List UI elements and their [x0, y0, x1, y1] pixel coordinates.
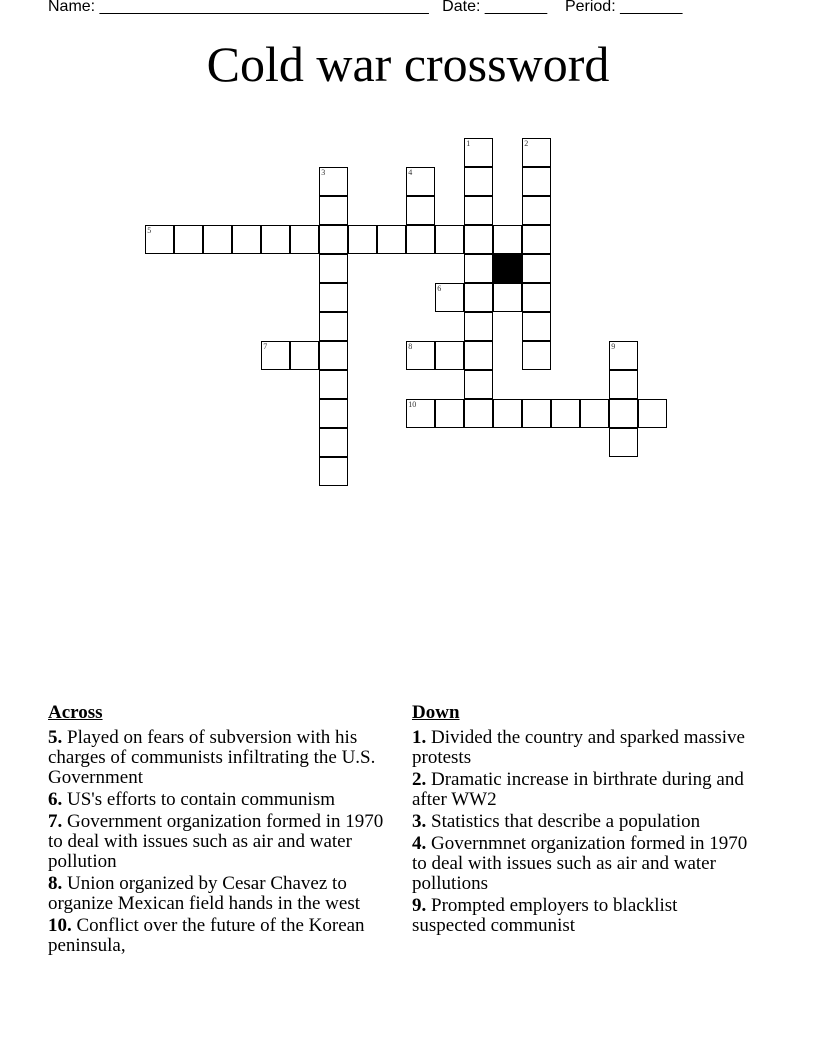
- grid-cell[interactable]: [435, 399, 464, 428]
- grid-cell[interactable]: [377, 225, 406, 254]
- clue-number: 2.: [412, 769, 427, 790]
- date-blank[interactable]: _______: [484, 0, 548, 15]
- clue-text: Dramatic increase in birthrate during and after WW2: [412, 769, 744, 810]
- grid-cell[interactable]: [609, 399, 638, 428]
- clue-number: 7.: [48, 811, 63, 832]
- cell-number: 1: [466, 139, 471, 149]
- clue-number: 10.: [48, 915, 72, 936]
- clue-text: Union organized by Cesar Chavez to organize Mexican field hands in the west: [48, 873, 360, 914]
- clue-text: US's efforts to contain communism: [62, 789, 335, 810]
- grid-cell[interactable]: [609, 428, 638, 457]
- name-blank[interactable]: _____________________________________: [99, 0, 429, 15]
- grid-cell[interactable]: [551, 399, 580, 428]
- clue-down-4: [412, 834, 752, 894]
- cell-number: 7: [263, 342, 268, 352]
- grid-cell[interactable]: [203, 225, 232, 254]
- grid-cell[interactable]: [319, 341, 348, 370]
- black-cell: [493, 254, 522, 283]
- clue-text: Statistics that describe a population: [426, 811, 701, 832]
- cell-number: 6: [437, 284, 442, 294]
- grid-cell[interactable]: [464, 399, 493, 428]
- name-label: Name:: [48, 0, 96, 15]
- grid-cell[interactable]: [493, 399, 522, 428]
- page-title: Cold war crossword: [206, 36, 610, 92]
- grid-cell[interactable]: [435, 341, 464, 370]
- grid-cell[interactable]: [174, 225, 203, 254]
- grid-cell[interactable]: [638, 399, 667, 428]
- clue-down-3: [412, 812, 752, 832]
- grid-cell[interactable]: [319, 312, 348, 341]
- clue-number: 5.: [48, 727, 63, 748]
- grid-cell[interactable]: [319, 225, 348, 254]
- clue-text: Governmnet organization formed in 1970 to deal with issues such as air and water pollutions: [412, 833, 748, 894]
- clue-text: Divided the country and sparked massive protests: [412, 727, 745, 768]
- date-label: Date:: [442, 0, 481, 15]
- across-clues: [48, 702, 398, 958]
- clue-across-5: [48, 728, 398, 788]
- clue-number: 9.: [412, 895, 427, 916]
- grid-cell[interactable]: [406, 225, 435, 254]
- grid-cell[interactable]: [232, 225, 261, 254]
- grid-cell[interactable]: [464, 225, 493, 254]
- grid-cell[interactable]: [522, 341, 551, 370]
- clue-text: Conflict over the future of the Korean peninsula,: [48, 915, 365, 956]
- grid-cell[interactable]: [464, 283, 493, 312]
- cell-number: 3: [321, 168, 326, 178]
- clue-across-6: [48, 790, 398, 810]
- clue-number: 3.: [412, 811, 427, 832]
- grid-cell[interactable]: [580, 399, 609, 428]
- clue-down-9: [412, 896, 752, 936]
- grid-cell[interactable]: [464, 312, 493, 341]
- grid-cell[interactable]: [464, 341, 493, 370]
- grid-cell[interactable]: [464, 196, 493, 225]
- grid-cell[interactable]: [522, 138, 551, 167]
- cell-number: 9: [611, 342, 616, 352]
- clue-number: 6.: [48, 789, 63, 810]
- grid-cell[interactable]: [464, 167, 493, 196]
- grid-cell[interactable]: [406, 341, 435, 370]
- cell-number: 2: [524, 139, 529, 149]
- clue-number: 8.: [48, 873, 63, 894]
- clue-across-7: [48, 812, 398, 872]
- grid-cell[interactable]: [522, 312, 551, 341]
- grid-cell[interactable]: [145, 225, 174, 254]
- clue-text: Prompted employers to blacklist suspected communist: [412, 895, 678, 936]
- period-label: Period:: [564, 0, 616, 15]
- grid-cell[interactable]: [319, 457, 348, 486]
- crossword-grid: [146, 139, 668, 487]
- period-blank[interactable]: _______: [620, 0, 683, 15]
- grid-cell[interactable]: [522, 254, 551, 283]
- grid-cell[interactable]: [464, 138, 493, 167]
- clue-text: Government organization formed in 1970 to deal with issues such as air and water pollution: [48, 811, 384, 872]
- grid-cell[interactable]: [406, 399, 435, 428]
- grid-cell[interactable]: [435, 225, 464, 254]
- grid-cell[interactable]: [290, 225, 319, 254]
- grid-cell[interactable]: [493, 283, 522, 312]
- grid-cell[interactable]: [319, 196, 348, 225]
- cell-number: 4: [408, 168, 413, 178]
- grid-cell[interactable]: [435, 283, 464, 312]
- grid-cell[interactable]: [464, 254, 493, 283]
- cell-number: 8: [408, 342, 413, 352]
- grid-cell[interactable]: [261, 341, 290, 370]
- down-clues: [412, 702, 752, 938]
- grid-cell[interactable]: [319, 370, 348, 399]
- clue-number: 4.: [412, 833, 427, 854]
- grid-cell[interactable]: [406, 196, 435, 225]
- grid-cell[interactable]: [319, 254, 348, 283]
- grid-cell[interactable]: [522, 225, 551, 254]
- grid-cell[interactable]: [319, 167, 348, 196]
- across-heading: Across: [48, 702, 103, 723]
- grid-cell[interactable]: [522, 196, 551, 225]
- clue-down-1: [412, 728, 752, 768]
- cell-number: 10: [408, 400, 417, 410]
- clue-across-10: [48, 916, 398, 956]
- down-heading: Down: [412, 702, 460, 723]
- grid-cell[interactable]: [406, 167, 435, 196]
- clue-down-2: [412, 770, 752, 810]
- cell-number: 5: [147, 226, 152, 236]
- grid-cell[interactable]: [522, 399, 551, 428]
- grid-cell[interactable]: [319, 399, 348, 428]
- header-fields: [48, 0, 682, 16]
- grid-cell[interactable]: [290, 341, 319, 370]
- clue-number: 1.: [412, 727, 427, 748]
- grid-cell[interactable]: [493, 225, 522, 254]
- grid-cell[interactable]: [319, 428, 348, 457]
- grid-cell[interactable]: [609, 341, 638, 370]
- grid-cell[interactable]: [319, 283, 348, 312]
- grid-cell[interactable]: [522, 283, 551, 312]
- clue-across-8: [48, 874, 398, 914]
- grid-cell[interactable]: [261, 225, 290, 254]
- grid-cell[interactable]: [609, 370, 638, 399]
- grid-cell[interactable]: [348, 225, 377, 254]
- grid-cell[interactable]: [522, 167, 551, 196]
- grid-cell[interactable]: [464, 370, 493, 399]
- clue-text: Played on fears of subversion with his charges of communists infiltrating the U.S. Government: [48, 727, 376, 788]
